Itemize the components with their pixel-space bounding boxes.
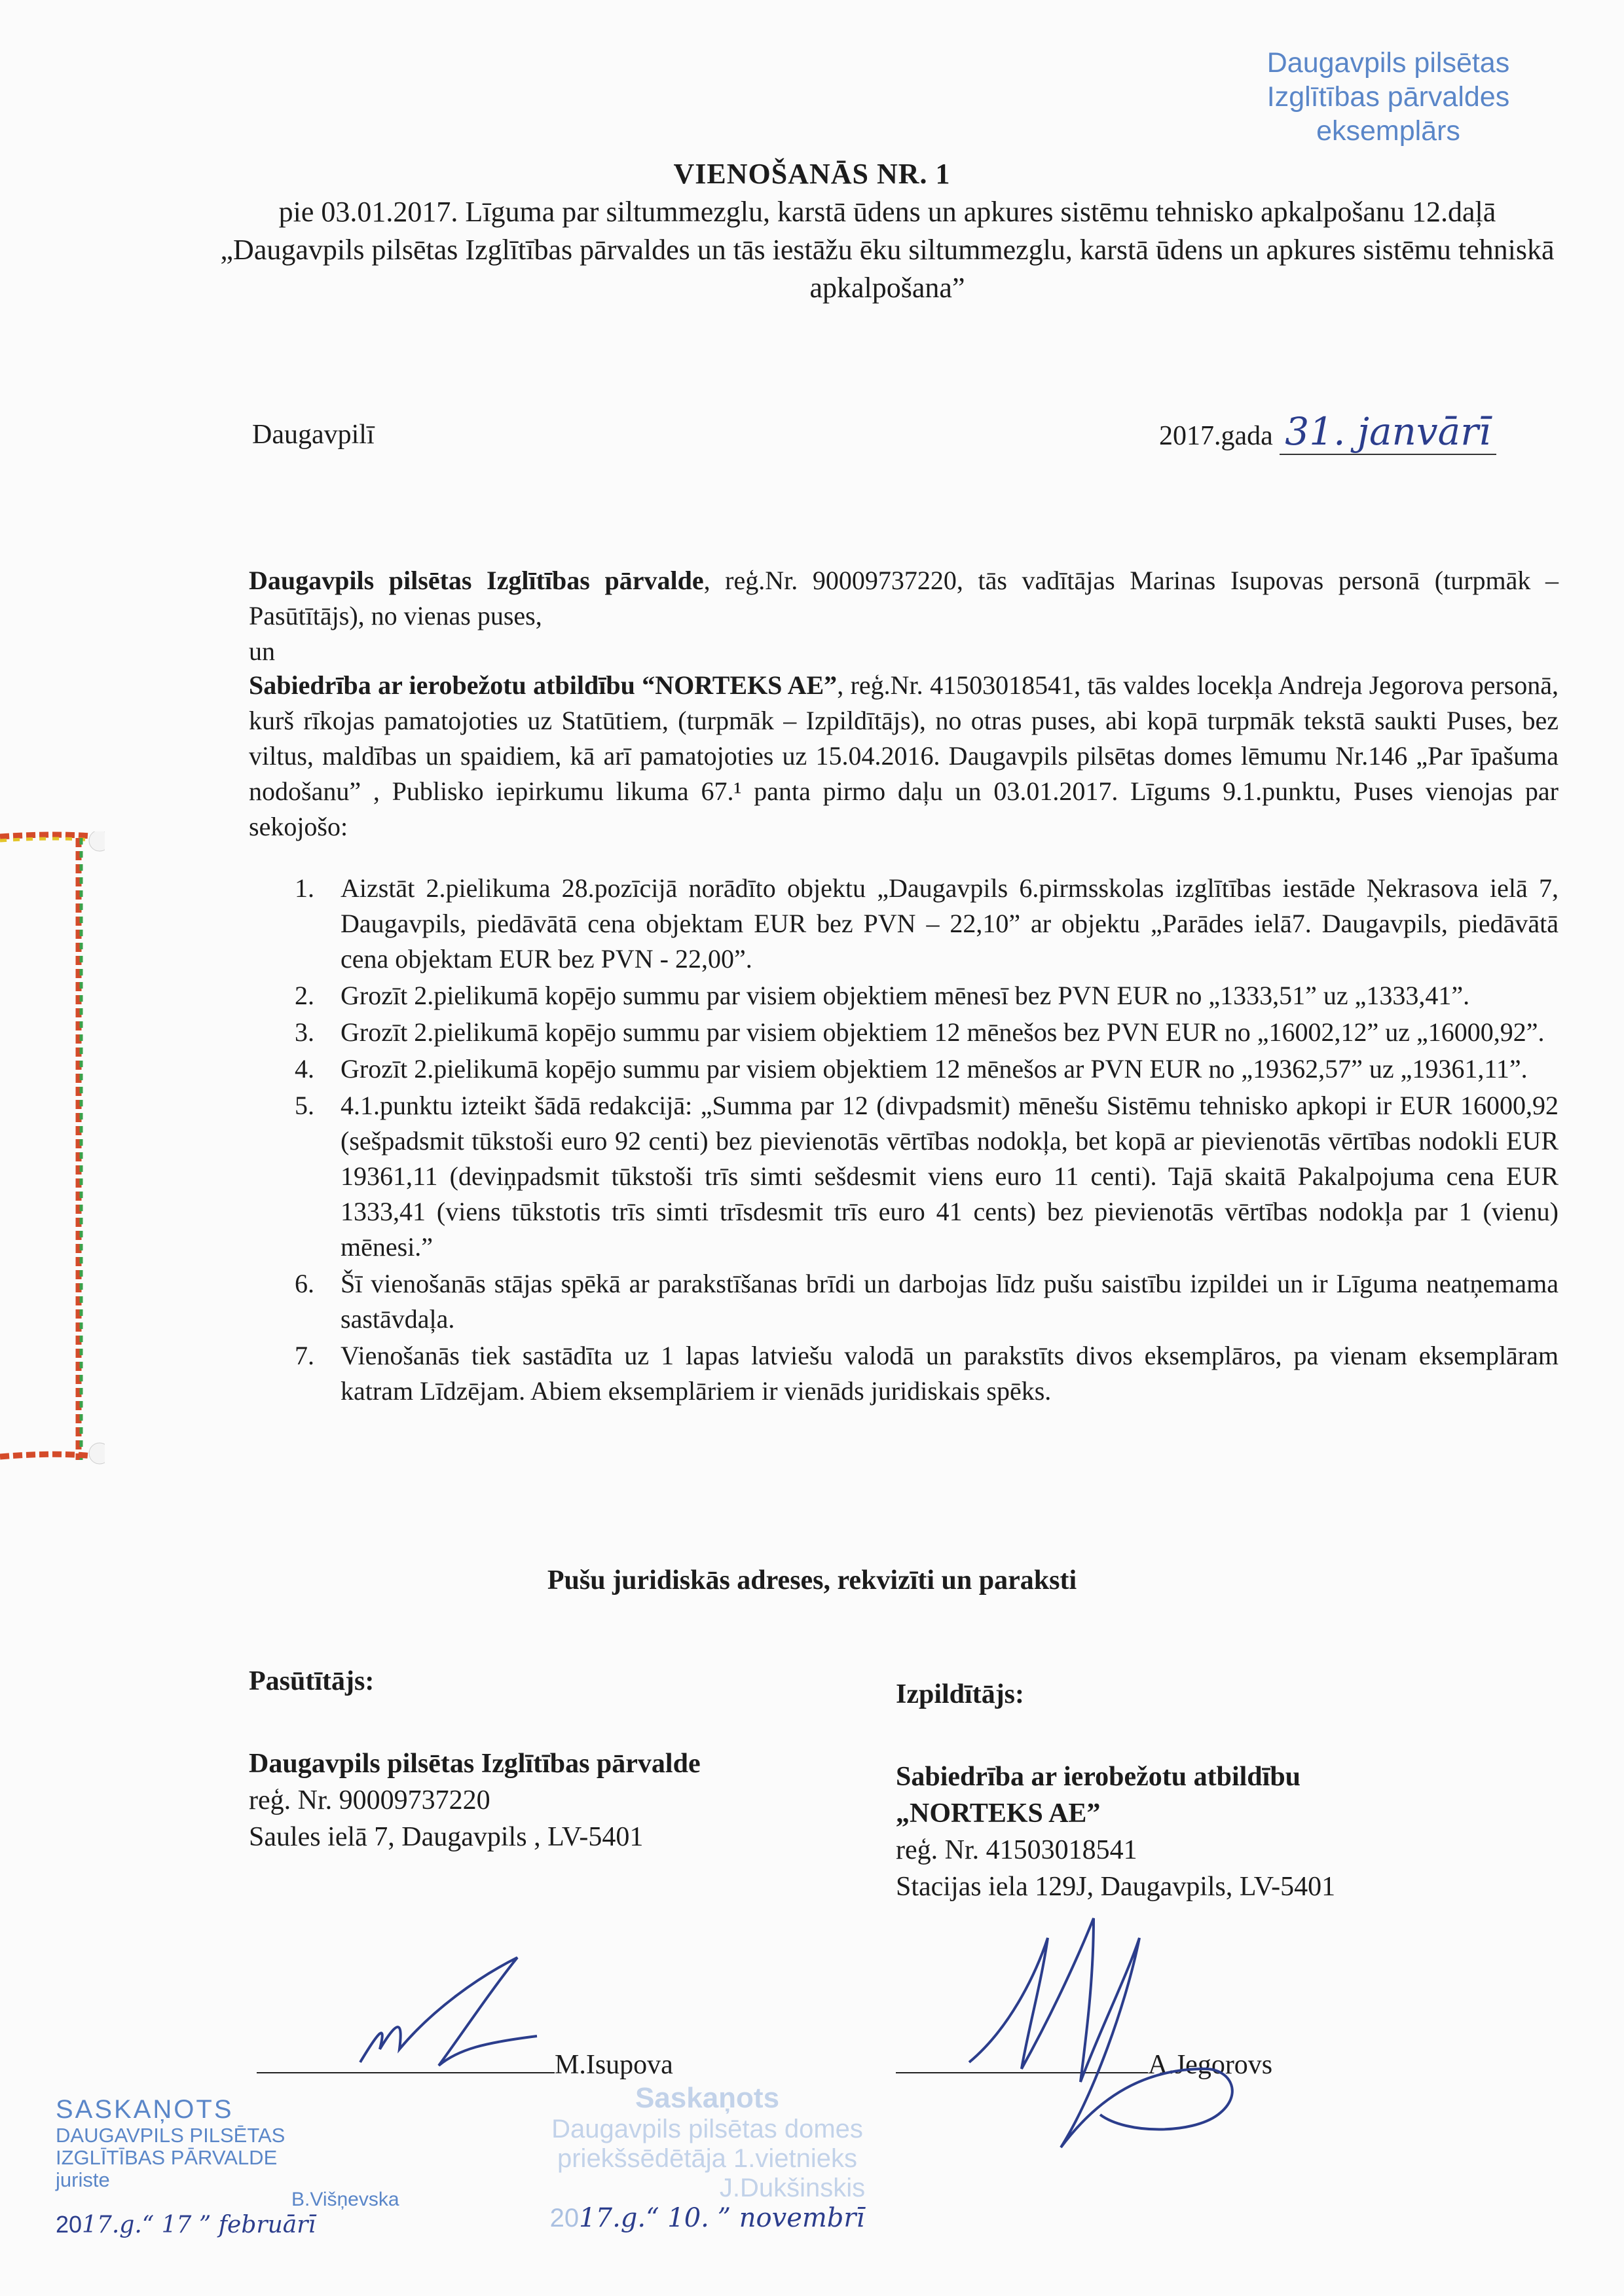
document-title: VIENOŠANĀS NR. 1 [673, 158, 951, 190]
stamp-line: Saskaņots [635, 2082, 780, 2114]
handwritten-date: 31. janvārī [1280, 409, 1496, 455]
item-text: Grozīt 2.pielikumā kopējo summu par visiem objektiem mēnesī bez PVN EUR no „1333,51” uz „1333,41”. [341, 981, 1470, 1010]
contractor-block [896, 1676, 1335, 1905]
customer-address: Saules ielā 7, Daugavpils , LV-5401 [249, 1822, 644, 1852]
approval-stamp-council [458, 2082, 956, 2233]
item-text: Šī vienošanās stājas spēkā ar parakstīšanas brīdi un darbojas līdz pušu saistību izpildei un ir Līguma neatņemama sastāvdaļa. [341, 1269, 1559, 1334]
stamp-line: Daugavpils pilsētas domes [551, 2115, 863, 2143]
contractor-signer: A.Jegorovs [1148, 2050, 1273, 2080]
item-number: 6. [295, 1269, 314, 1298]
contractor-name-2: „NORTEKS AE” [896, 1798, 1101, 1829]
item-text: Grozīt 2.pielikumā kopējo summu par visiem objektiem 12 mēnešos bez PVN EUR no „16002,12” uz „16000,92”. [341, 1017, 1545, 1047]
item-number: 2. [295, 981, 314, 1010]
approval-stamp-legal [56, 2095, 422, 2238]
agreement-items [275, 871, 1559, 1410]
customer-name: Daugavpils pilsētas Izglītības pārvalde [249, 1749, 701, 1779]
signing-place: Daugavpilī [252, 420, 375, 450]
stamp-line: DAUGAVPILS PILSĒTAS [56, 2124, 286, 2147]
stamp-date-prefix: 20 [56, 2211, 83, 2238]
item-number: 4. [295, 1054, 314, 1084]
list-item [275, 1051, 1559, 1087]
stamp-name: J.Dukšinskis [719, 2174, 866, 2202]
and-word: un [249, 636, 275, 666]
stamp-date-hand: 17.g.“ 17 ” februārī [82, 2212, 316, 2238]
stamp-line: juriste [56, 2168, 110, 2191]
party2-paragraph [249, 668, 1559, 845]
list-item [275, 1338, 1559, 1409]
customer-block [249, 1663, 701, 1855]
item-text: Grozīt 2.pielikumā kopējo summu par visiem objektiem 12 mēnešos ar PVN EUR no „19362,57” uz „19361,11”. [341, 1054, 1528, 1084]
copy-stamp [1218, 46, 1559, 148]
contractor-signature [930, 1899, 1273, 2174]
stamp-date-hand: 17.g.“ 10. ” novembrī [579, 2203, 865, 2233]
contractor-reg: reģ. Nr. 41503018541 [896, 1835, 1137, 1865]
item-text: 4.1.punktu izteikt šādā redakcijā: „Summa par 12 (divpadsmit) mēnešu Sistēmu tehnisko apkopi ir EUR 16000,92 (sešpadsmit tūkstoši euro 92 centi) bez pievienotās vērtības nodokļa, bet kopā ar pievienotās vērtības nodokli EUR 19361,11 (deviņpadsmit tūkstoši trīs simti sešdesmit viens euro 11 centi). Tajā skaitā Pakalpojuma cena EUR 1333,41 (viens tūkstotis trīs simti trīsdesmit trīs euro 41 cents) bez pievienotās vērtības nodokļa par 1 (vienu) mēnesi.” [341, 1091, 1559, 1262]
stamp-date [458, 2203, 956, 2233]
contractor-role: Izpildītājs: [896, 1679, 1025, 1709]
customer-reg: reģ. Nr. 90009737220 [249, 1785, 490, 1815]
copy-stamp-line: Daugavpils pilsētas [1266, 47, 1510, 79]
item-number: 5. [295, 1091, 314, 1120]
item-number: 3. [295, 1017, 314, 1047]
party1-name: Daugavpils pilsētas Izglītības pārvalde [249, 566, 704, 595]
contractor-name: Sabiedrība ar ierobežotu atbildību [896, 1762, 1301, 1792]
item-number: 7. [295, 1341, 314, 1370]
stamp-date [56, 2211, 422, 2238]
signatures-heading: Pušu juridiskās adreses, rekvizīti un paraksti [547, 1565, 1077, 1595]
stamp-date-prefix: 20 [549, 2204, 580, 2232]
item-text: Vienošanās tiek sastādīta uz 1 lapas latviešu valodā un parakstīts divos eksemplāros, pa vienam eksemplāram katram Līdzējam. Abiem eksemplāriem ir vienāds juridiskais spēks. [341, 1341, 1559, 1406]
item-text: Aizstāt 2.pielikuma 28.pozīcijā norādīto objektu „Daugavpils 6.pirmsskolas izglītības iestāde Ņekrasova ielā 7, Daugavpils, piedāvātā cena objektam EUR bez PVN – 22,10” ar objektu „Parādes ielā7. Daugavpils, piedāvātā cena objektam EUR bez PVN - 22,00”. [341, 873, 1559, 974]
party1-details: , reģ.Nr. 90009737220, tās vadītājas Marinas Isupovas personā (turpmāk – Pasūtītājs), no vienas puses, [249, 566, 1559, 630]
binding-string [0, 831, 105, 1473]
contractor-address: Stacijas iela 129J, Daugavpils, LV-5401 [896, 1872, 1336, 1902]
list-item [275, 1015, 1559, 1050]
copy-stamp-line: eksemplārs [1316, 115, 1460, 147]
customer-signer: M.Isupova [555, 2050, 673, 2080]
date-prefix: 2017.gada [1159, 421, 1273, 451]
stamp-line: IZGLĪTĪBAS PĀRVALDE [56, 2146, 278, 2169]
stamp-name: B.Višņevska [291, 2189, 399, 2210]
item-number: 1. [295, 873, 314, 903]
stamp-line: priekšsēdētāja 1.vietnieks [557, 2144, 858, 2173]
party2-details: , reģ.Nr. 41503018541, tās valdes locekļa Andreja Jegorova personā, kurš rīkojas pamatojoties uz Statūtiem, (turpmāk – Izpildītājs), no otras puses, abi kopā turpmāk tekstā saukti Puses, bez viltus, maldības un spaidiem, kā arī pamatojoties uz 15.04.2016. Daugavpils pilsētas domes lēmumu Nr.146 „Par īpašuma nodošanu” , Publisko iepirkumu likuma 67.¹ panta pirmo daļu un 03.01.2017. Līgums 9.1.punktu, Puses vienojas par sekojošo: [249, 670, 1559, 841]
party1-paragraph [249, 563, 1559, 634]
customer-signature [341, 1951, 550, 2082]
stamp-line: SASKAŅOTS [56, 2095, 234, 2124]
document-subtitle: pie 03.01.2017. Līguma par siltummezglu, karstā ūdens un apkures sistēmu tehnisko apkalpošanu 12.daļā „Daugavpils pilsētas Izglītības pārvaldes un tās iestāžu ēku siltummezglu, karstā ūdens un apkures sistēmu tehniskā apkalpošana” [220, 196, 1555, 304]
party2-name: Sabiedrība ar ierobežotu atbildību “NORTEKS AE” [249, 670, 838, 700]
list-item [275, 1266, 1559, 1337]
list-item [275, 871, 1559, 977]
list-item [275, 978, 1559, 1013]
signing-date [1159, 409, 1496, 454]
copy-stamp-line: Izglītības pārvaldes [1266, 81, 1510, 113]
customer-role: Pasūtītājs: [249, 1666, 375, 1696]
list-item [275, 1088, 1559, 1265]
